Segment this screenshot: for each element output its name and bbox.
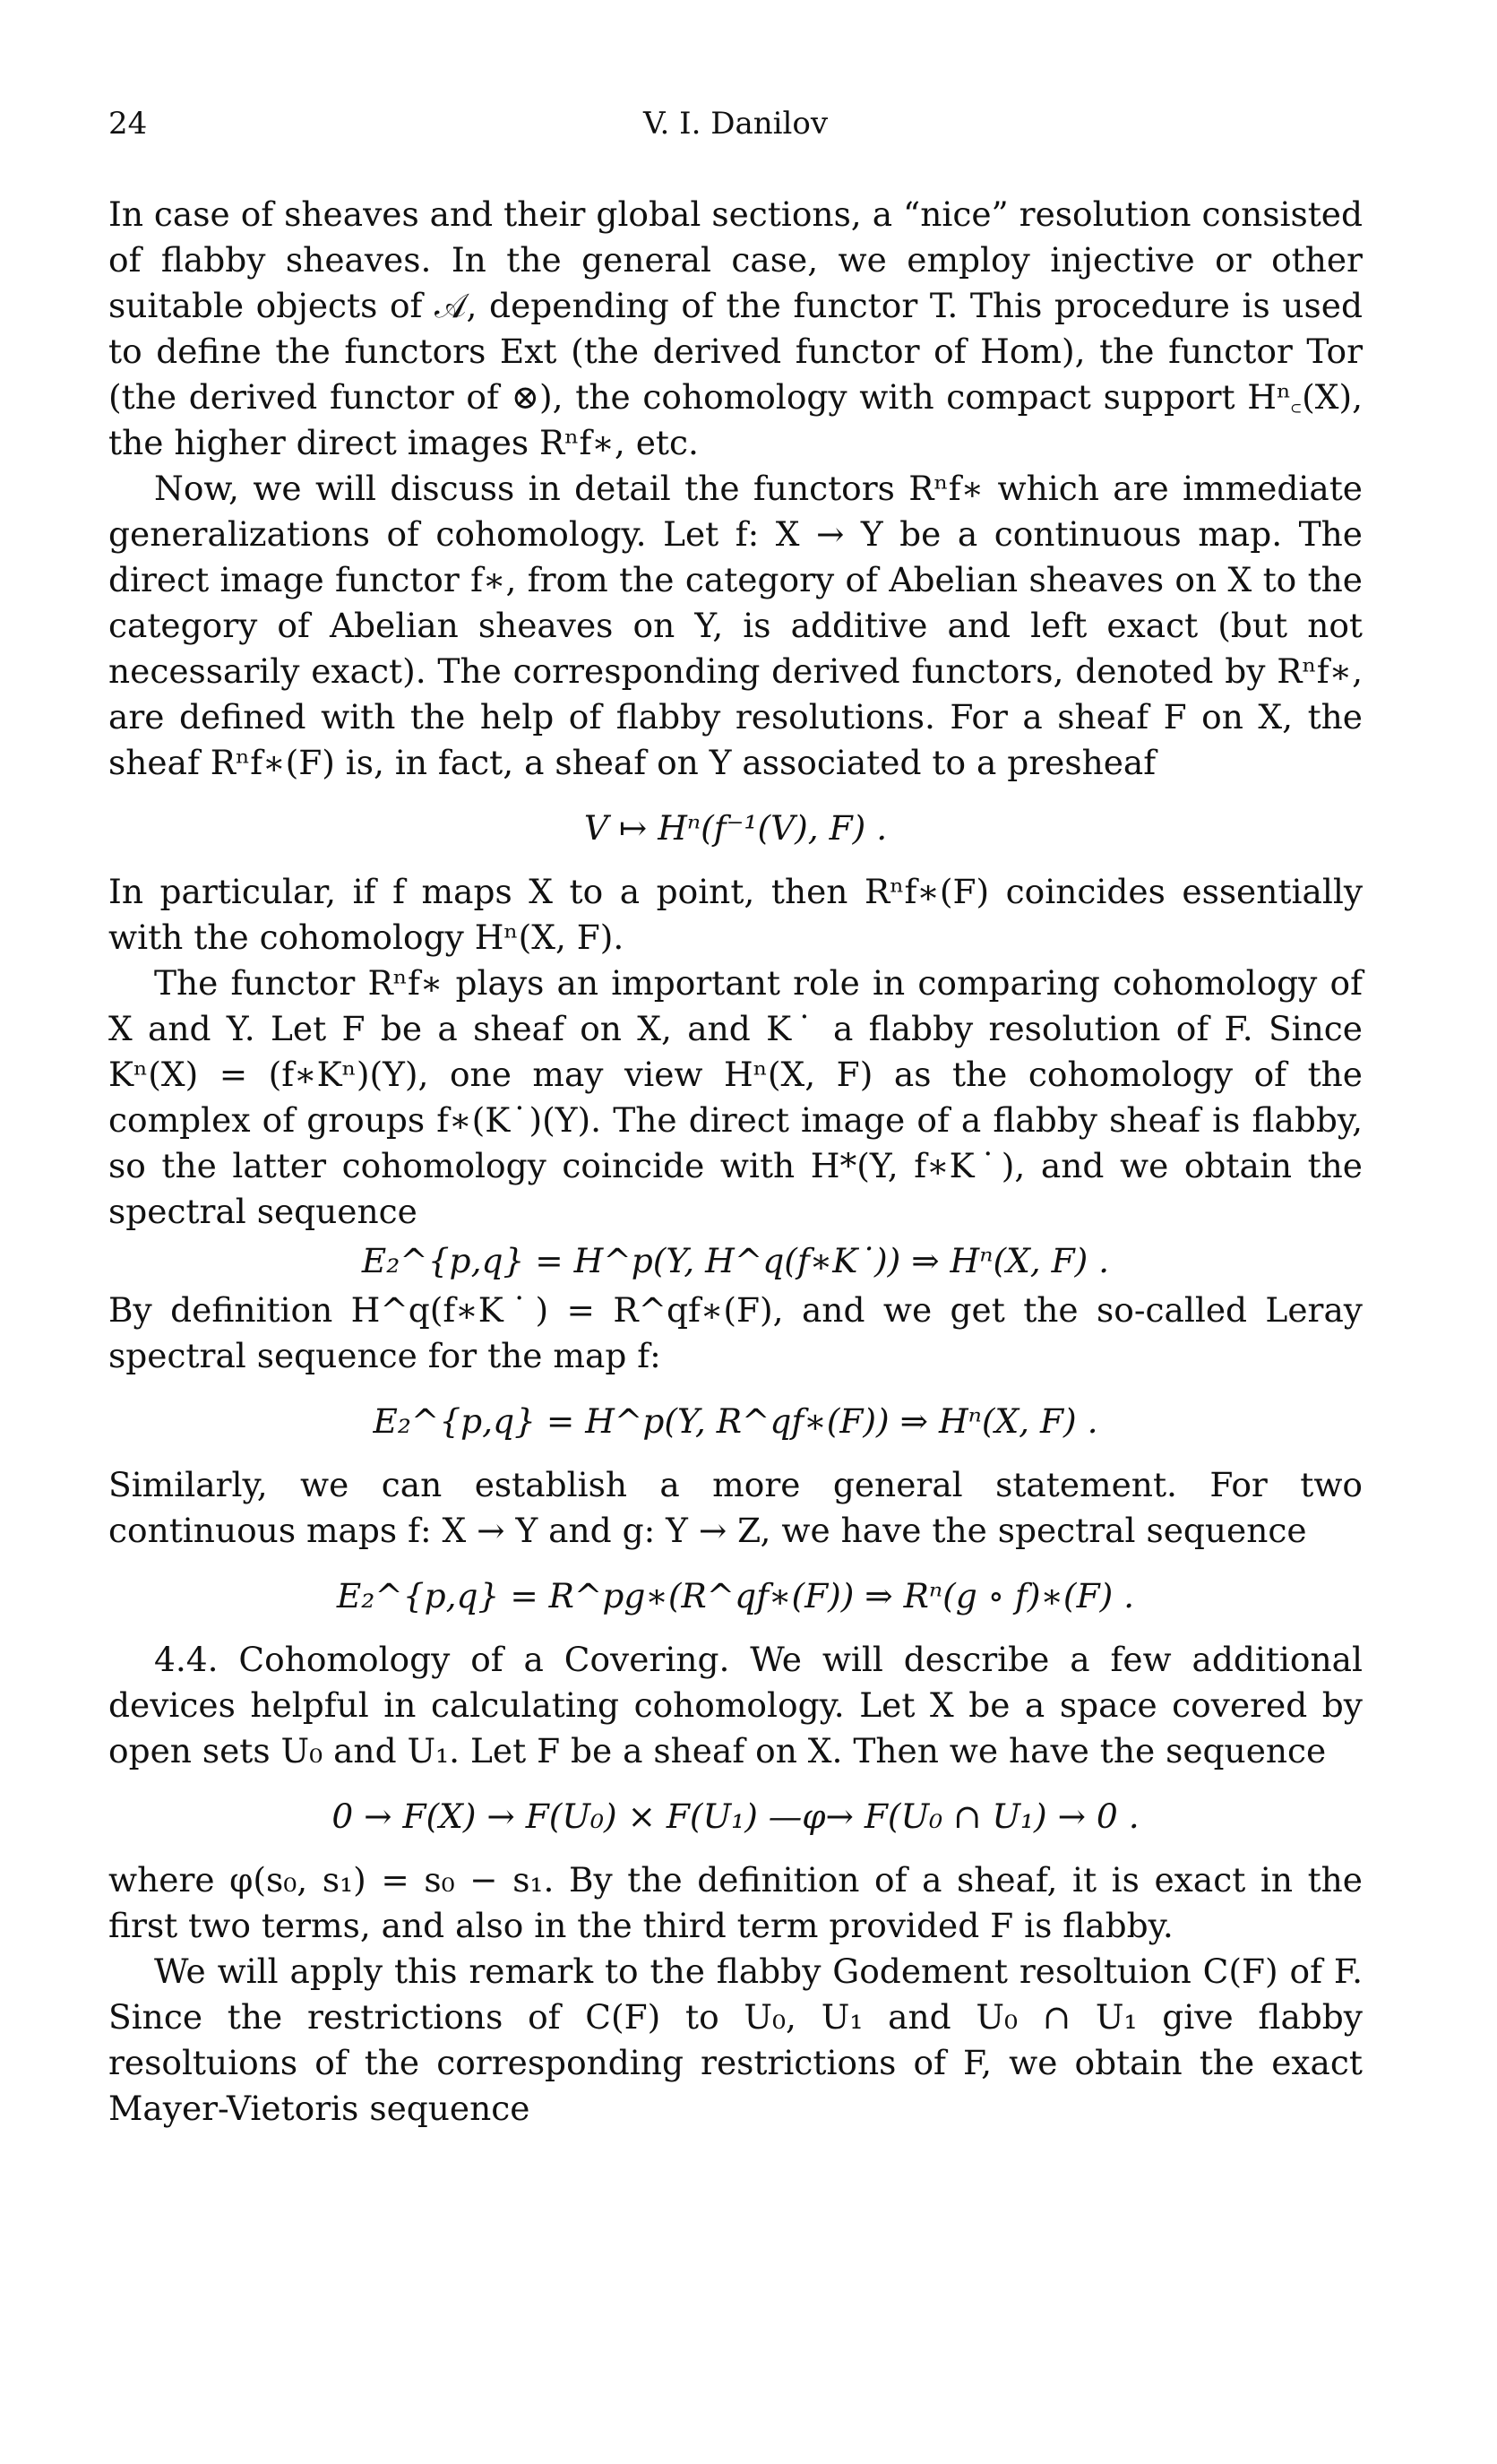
paragraph: In particular, if f maps X to a point, then Rⁿf∗(F) coincides essentially with the cohomology Hⁿ(X, F). <box>108 872 1363 957</box>
display-equation: E₂^{p,q} = R^pg∗(R^qf∗(F)) ⇒ Rⁿ(g ∘ f)∗(F) . <box>336 1576 1135 1615</box>
page-number: 24 <box>108 106 148 142</box>
display-equation: E₂^{p,q} = H^p(Y, H^q(f∗K˙)) ⇒ Hⁿ(X, F) . <box>361 1241 1110 1280</box>
running-head: V. I. Danilov <box>642 106 829 142</box>
paragraph: In case of sheaves and their global sections, a “nice” resolution consisted of flabby sheaves. In the general case, we employ injective or other suitable objects of 𝒜, depending of the functor T. This procedure is used to define the functors Ext (the derived functor of Hom), the functor Tor (the derived functor of ⊗), the cohomology with compact support Hⁿ꜀(X), the higher direct images Rⁿf∗, etc. <box>108 194 1363 462</box>
paragraph: By definition H^q(f∗K˙) = R^qf∗(F), and we get the so-called Leray spectral sequence for the map f: <box>108 1290 1363 1375</box>
page-body <box>108 192 1363 2132</box>
paragraph: where φ(s₀, s₁) = s₀ − s₁. By the definition of a sheaf, it is exact in the first two terms, and also in the third term provided F is flabby. <box>108 1860 1363 1945</box>
paragraph: The functor Rⁿf∗ plays an important role in comparing cohomology of X and Y. Let F be a sheaf on X, and K˙ a flabby resolution of F. Since Kⁿ(X) = (f∗Kⁿ)(Y), one may view Hⁿ(X, F) as the cohomology of the complex of groups f∗(K˙)(Y). The direct image of a flabby sheaf is flabby, so the latter cohomology coincide with H*(Y, f∗K˙), and we obtain the spectral sequence <box>108 963 1363 1231</box>
display-equation: E₂^{p,q} = H^p(Y, R^qf∗(F)) ⇒ Hⁿ(X, F) . <box>373 1401 1098 1441</box>
section-paragraph: 4.4. Cohomology of a Covering. We will describe a few additional devices helpful in calculating cohomology. Let X be a space covered by open sets U₀ and U₁. Let F be a sheaf on X. Then we have the sequence <box>108 1640 1363 1770</box>
paragraph: We will apply this remark to the flabby Godement resoltuion C(F) of F. Since the restrictions of C(F) to U₀, U₁ and U₀ ∩ U₁ give flabby resoltuions of the corresponding restrictions of F, we obtain the exact Mayer-Vietoris sequence <box>108 1951 1363 2128</box>
page-header <box>108 106 1363 151</box>
paragraph: Now, we will discuss in detail the functors Rⁿf∗ which are immediate generalizations of cohomology. Let f: X → Y be a continuous map. The direct image functor f∗, from the category of Abelian sheaves on X to the category of Abelian sheaves on Y, is additive and left exact (but not necessarily exact). The corresponding derived functors, denoted by Rⁿf∗, are defined with the help of flabby resolutions. For a sheaf F on X, the sheaf Rⁿf∗(F) is, in fact, a sheaf on Y associated to a presheaf <box>108 469 1363 782</box>
display-equation: V ↦ Hⁿ(f⁻¹(V), F) . <box>583 808 888 848</box>
paragraph: Similarly, we can establish a more general statement. For two continuous maps f: X → Y and g: Y → Z, we have the spectral sequence <box>108 1465 1363 1550</box>
display-equation: 0 → F(X) → F(U₀) × F(U₁) —φ→ F(U₀ ∩ U₁) → 0 . <box>331 1796 1140 1836</box>
